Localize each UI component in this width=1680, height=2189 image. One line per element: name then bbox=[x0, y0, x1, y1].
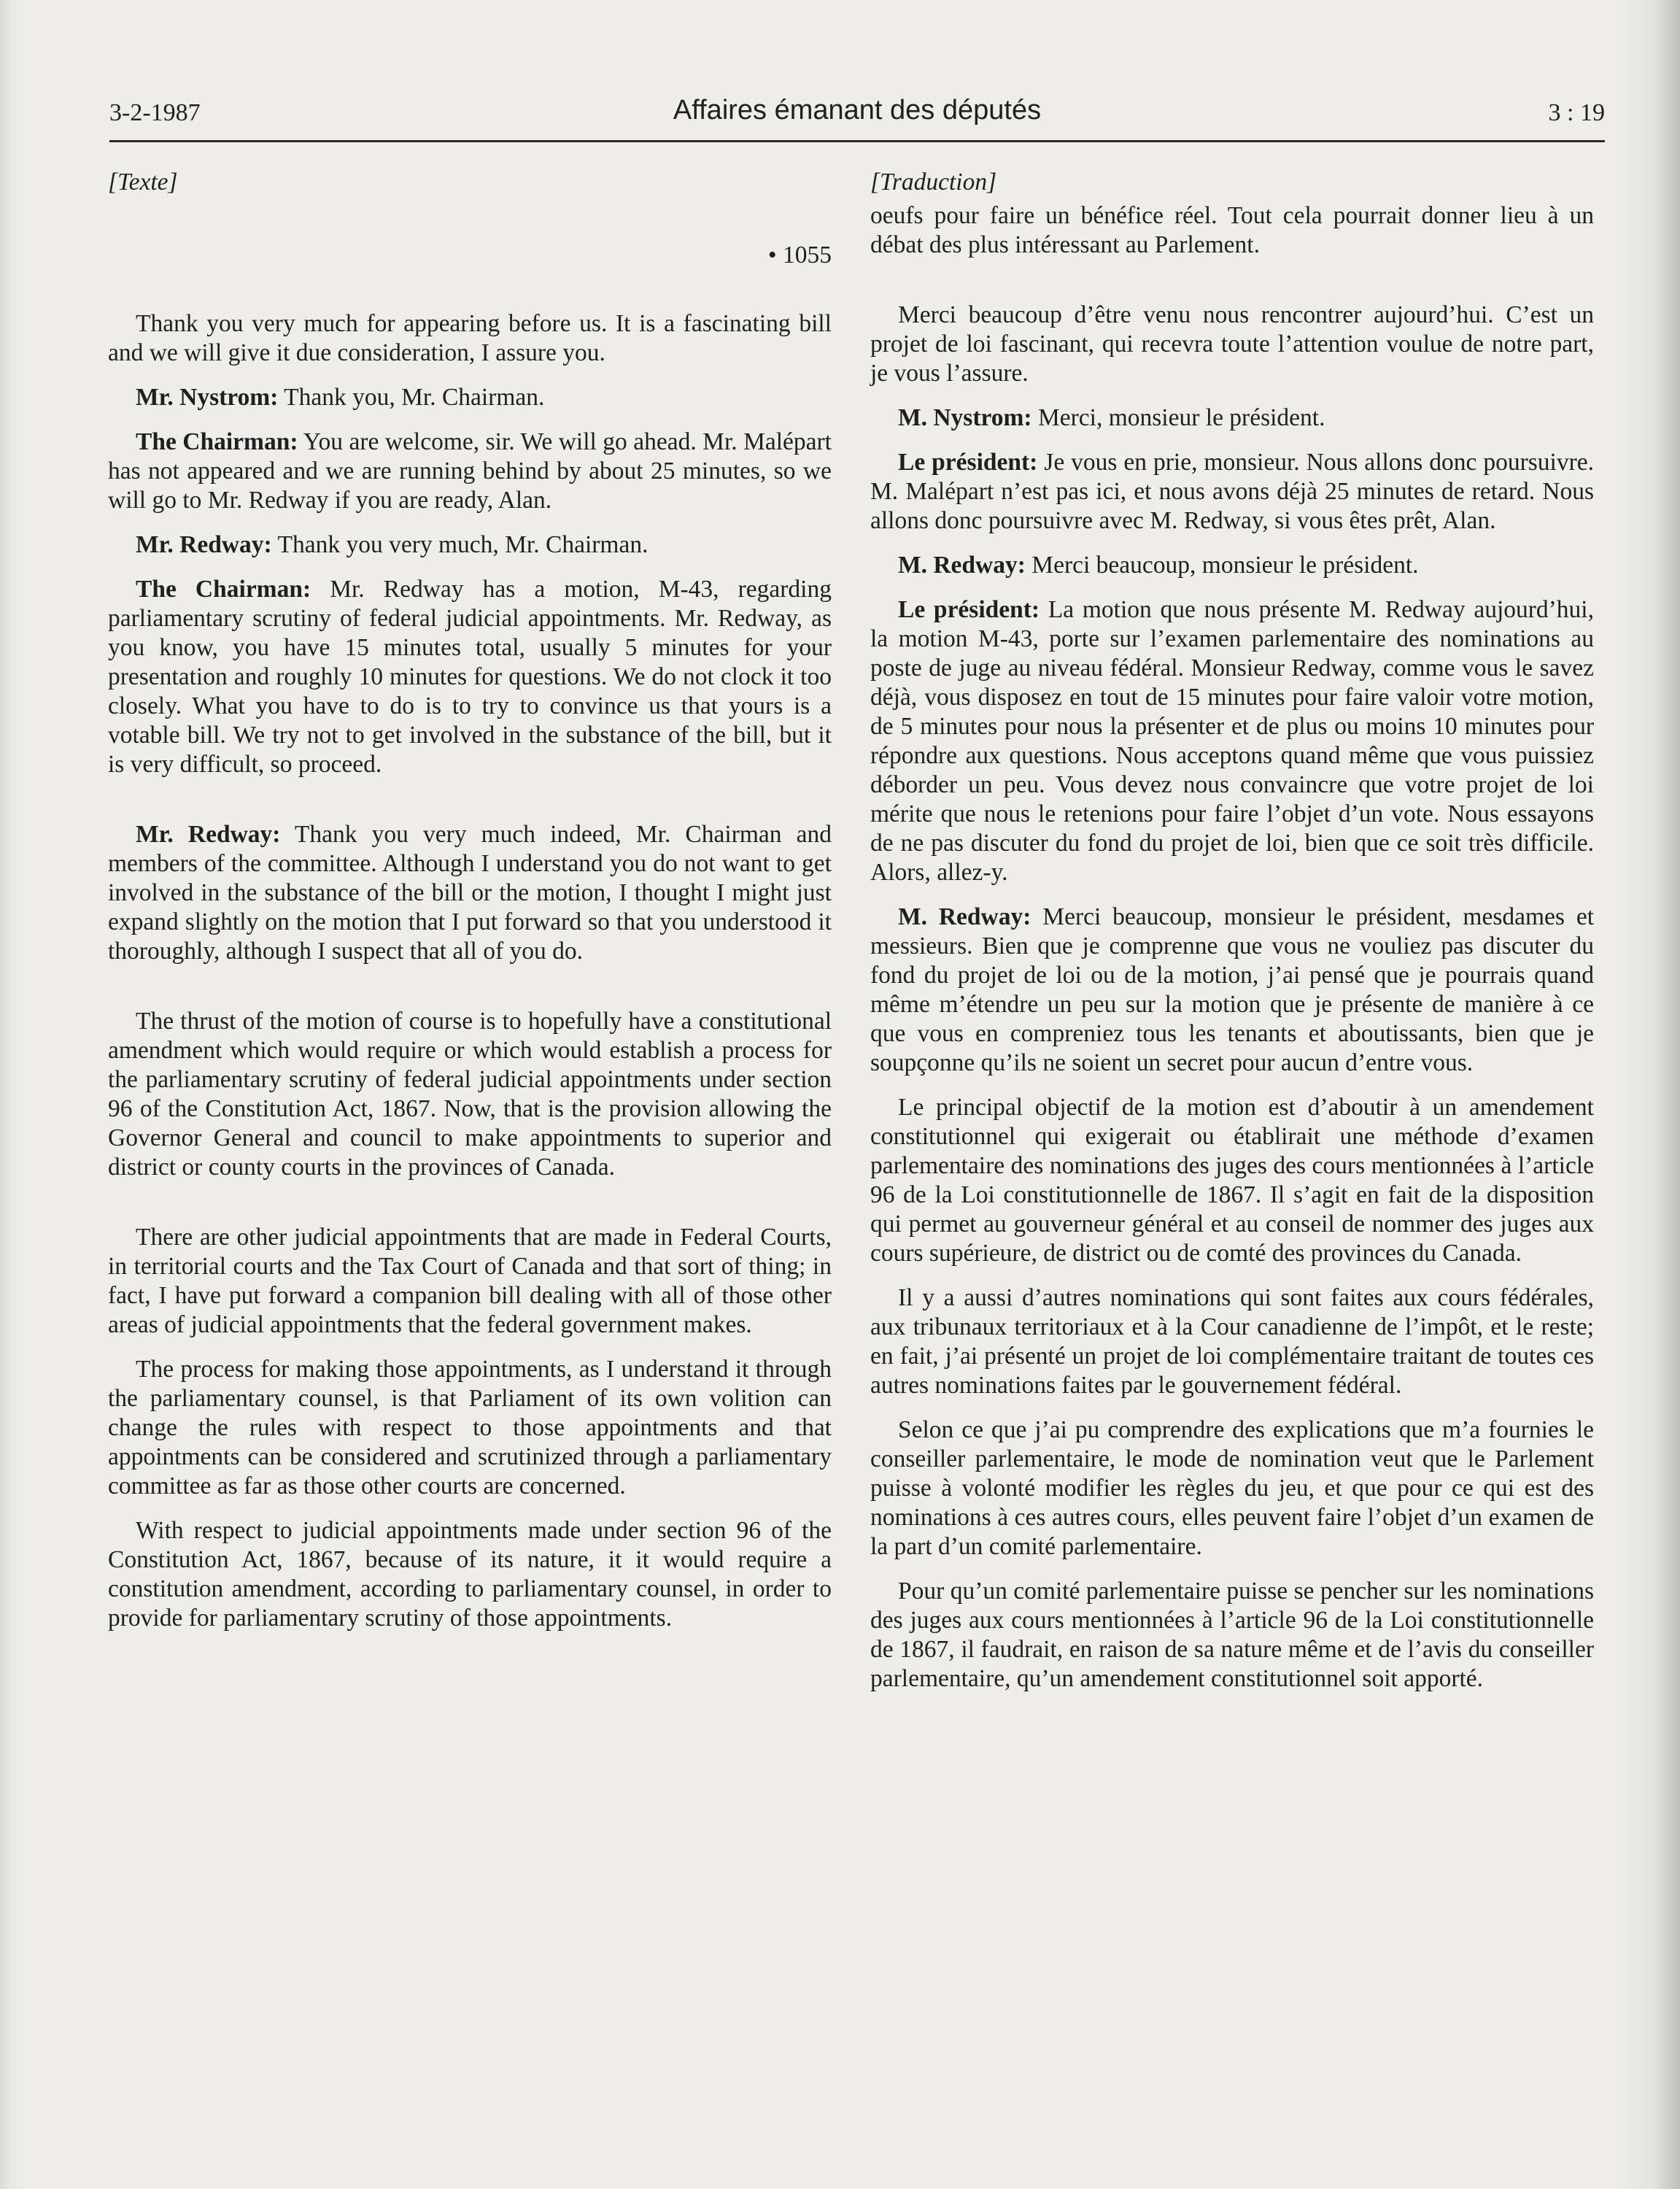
paragraph: Pour qu’un comité parlementaire puisse se pencher sur les nominations des juges aux cours mentionnées à l’article 96 de la Loi constitutionnelle de 1867, il faudrait, en raison de sa nature même et de l’avis du conseiller parlementaire, qu’un amendement constitutionnel soit apporté. bbox=[870, 1578, 1594, 1692]
speaker-name: M. Nystrom: bbox=[898, 404, 1032, 431]
paragraph: The thrust of the motion of course is to hopefully have a constitutional amendment which would require or which would establish a process for the parliamentary scrutiny of federal judicial appointments under section 96 of the Constitution Act, 1867. Now, that is the provision allowing the Governor General and council to make appointments to superior and district or county courts in the provinces of Canada. bbox=[108, 1008, 832, 1181]
paragraph: oeufs pour faire un bénéfice réel. Tout cela pourrait donner lieu à un débat des plus intéressant au Parlement. bbox=[870, 202, 1594, 258]
paragraph: Le principal objectif de la motion est d’aboutir à un amendement constitutionnel qui exigerait ou établirait une méthode d’examen parlementaire des nominations des juges des cours mentionnées à l’article 96 de la Loi constitutionnelle de 1867. Il s’agit en fait de la disposition qui permet au gouverneur général et au conseil de nommer des juges aux cours supérieure, de district ou de comté des provinces du Canada. bbox=[870, 1094, 1594, 1267]
paragraph bbox=[108, 383, 832, 412]
speech-text: Thank you very much, Mr. Chairman. bbox=[271, 531, 649, 558]
paragraph: Selon ce que j’ai pu comprendre des explications que m’a fournies le conseiller parlementaire, le mode de nomination veut que le Parlement puisse à volonté modifier les règles du jeu, et que pour ce qui est des nominations à ces autres cours, elles peuvent faire l’objet d’un examen de la part d’un comité parlementaire. bbox=[870, 1416, 1594, 1560]
speaker-name: The Chairman: bbox=[136, 576, 311, 603]
paragraph bbox=[870, 551, 1594, 580]
paragraph: There are other judicial appointments that are made in Federal Courts, in territorial courts and the Tax Court of Canada and that sort of thing; in fact, I have put forward a companion bill dealing with all of those other areas of judicial appointments that the federal government makes. bbox=[108, 1224, 832, 1338]
speaker-name: M. Redway: bbox=[898, 903, 1031, 930]
column-label: [Traduction] bbox=[870, 169, 997, 196]
paragraph bbox=[870, 404, 1594, 433]
french-column bbox=[870, 168, 1594, 1709]
speaker-name: Le président: bbox=[898, 596, 1040, 623]
speech-text: Mr. Redway has a motion, M-43, regarding parliamentary scrutiny of federal judicial appointments. Mr. Redway, as you know, you have 15 minutes total, usually 5 minutes for your presentation and roughly 10 minutes for questions. We do not clock it too closely. What you have to do is to try to convince us that yours is a votable bill. We try not to get involved in the substance of the bill, but it is very difficult, so proceed. bbox=[108, 576, 832, 778]
paragraph bbox=[108, 820, 832, 966]
speech-text: You are welcome, sir. We will go ahead. Mr. Malépart has not appeared and we are running behind by about 25 minutes, so we will go to Mr. Redway if you are ready, Alan. bbox=[108, 428, 832, 514]
header-date: 3-2-1987 bbox=[109, 99, 201, 126]
page-header bbox=[109, 93, 1605, 142]
paragraph: The process for making those appointments, as I understand it through the parliamentary counsel, is that Parliament of its own volition can change the rules with respect to those appointments and that appointments can be considered and scrutinized through a parliamentary committee as far as those other courts are concerned. bbox=[108, 1356, 832, 1499]
header-page-number: 3 : 19 bbox=[1548, 99, 1605, 126]
speech-text: Thank you very much indeed, Mr. Chairman and members of the committee. Although I understand you do not want to get involved in the substance of the bill or the motion, I thought I might just expand slightly on the motion that I put forward so that you understood it thoroughly, although I suspect that all of you do. bbox=[108, 821, 832, 965]
english-column bbox=[108, 168, 832, 1648]
paragraph: With respect to judicial appointments made under section 96 of the Constitution Act, 1867, because of its nature, it it would require a constitution amendment, according to parliamentary counsel, in order to provide for parliamentary scrutiny of those appointments. bbox=[108, 1517, 832, 1632]
paragraph bbox=[870, 448, 1594, 536]
speaker-name: Mr. Nystrom: bbox=[136, 384, 279, 411]
speech-text: La motion que nous présente M. Redway aujourd’hui, la motion M-43, porte sur l’examen parlementaire des nominations au poste de juge au niveau fédéral. Monsieur Redway, comme vous le savez déjà, vous disposez en tout de 15 minutes pour faire valoir votre motion, de 5 minutes pour nous la présenter et de plus ou moins 10 minutes pour répondre aux questions. Nous acceptons quand même que vous puissiez déborder un peu. Vous devez nous convaincre que votre projet de loi mérite que nous le retenions pour faire l’objet d’un vote. Nous essayons de ne pas discuter du fond du projet de loi, bien que ce soit très difficile. Alors, allez-y. bbox=[870, 596, 1594, 886]
paragraph bbox=[108, 428, 832, 515]
speech-text: Merci beaucoup, monsieur le président, mesdames et messieurs. Bien que je comprenne que vous ne vouliez pas discuter du fond du projet de loi ou de la motion, j’ai pensé que je pourrais quand même m’étendre un peu sur la motion que je présente de manière à ce que vous en compreniez tous les tenants et aboutissants, bien que je soupçonne qu’ils ne soient un secret pour aucun d’entre vous. bbox=[870, 903, 1594, 1076]
paragraph bbox=[108, 530, 832, 560]
paragraph: Thank you very much for appearing before us. It is a fascinating bill and we will give it due consideration, I assure you. bbox=[108, 310, 832, 366]
binding-edge bbox=[1654, 0, 1680, 2189]
speech-text: Thank you, Mr. Chairman. bbox=[278, 384, 545, 411]
speaker-name: M. Redway: bbox=[898, 552, 1026, 579]
column-label: [Texte] bbox=[108, 169, 178, 196]
speech-text: Merci beaucoup, monsieur le président. bbox=[1025, 552, 1419, 579]
header-title: Affaires émanant des députés bbox=[673, 95, 1042, 126]
paragraph: Merci beaucoup d’être venu nous rencontrer aujourd’hui. C’est un projet de loi fascinant, qui recevra toute l’attention voulue de notre part, je vous l’assure. bbox=[870, 301, 1594, 387]
paragraph bbox=[870, 903, 1594, 1078]
paragraph: Il y a aussi d’autres nominations qui sont faites aux cours fédérales, aux tribunaux territoriaux et à la Cour canadienne de l’impôt, et le reste; en fait, j’ai présenté un projet de loi complémentaire traitant de toutes ces autres nominations faites par le gouvernement fédéral. bbox=[870, 1284, 1594, 1399]
speaker-name: The Chairman: bbox=[136, 428, 298, 455]
speech-text: Je vous en prie, monsieur. Nous allons donc poursuivre. M. Malépart n’est pas ici, et nous avons déjà 25 minutes de retard. Nous allons donc poursuivre avec M. Redway, si vous êtes prêt, Alan. bbox=[870, 449, 1594, 534]
paragraph bbox=[870, 595, 1594, 887]
time-marker: • 1055 bbox=[767, 242, 832, 269]
speech-text: Merci, monsieur le président. bbox=[1031, 404, 1325, 431]
speaker-name: Mr. Redway: bbox=[136, 821, 281, 848]
paragraph bbox=[108, 575, 832, 779]
speaker-name: Mr. Redway: bbox=[136, 531, 272, 558]
speaker-name: Le président: bbox=[898, 449, 1038, 476]
